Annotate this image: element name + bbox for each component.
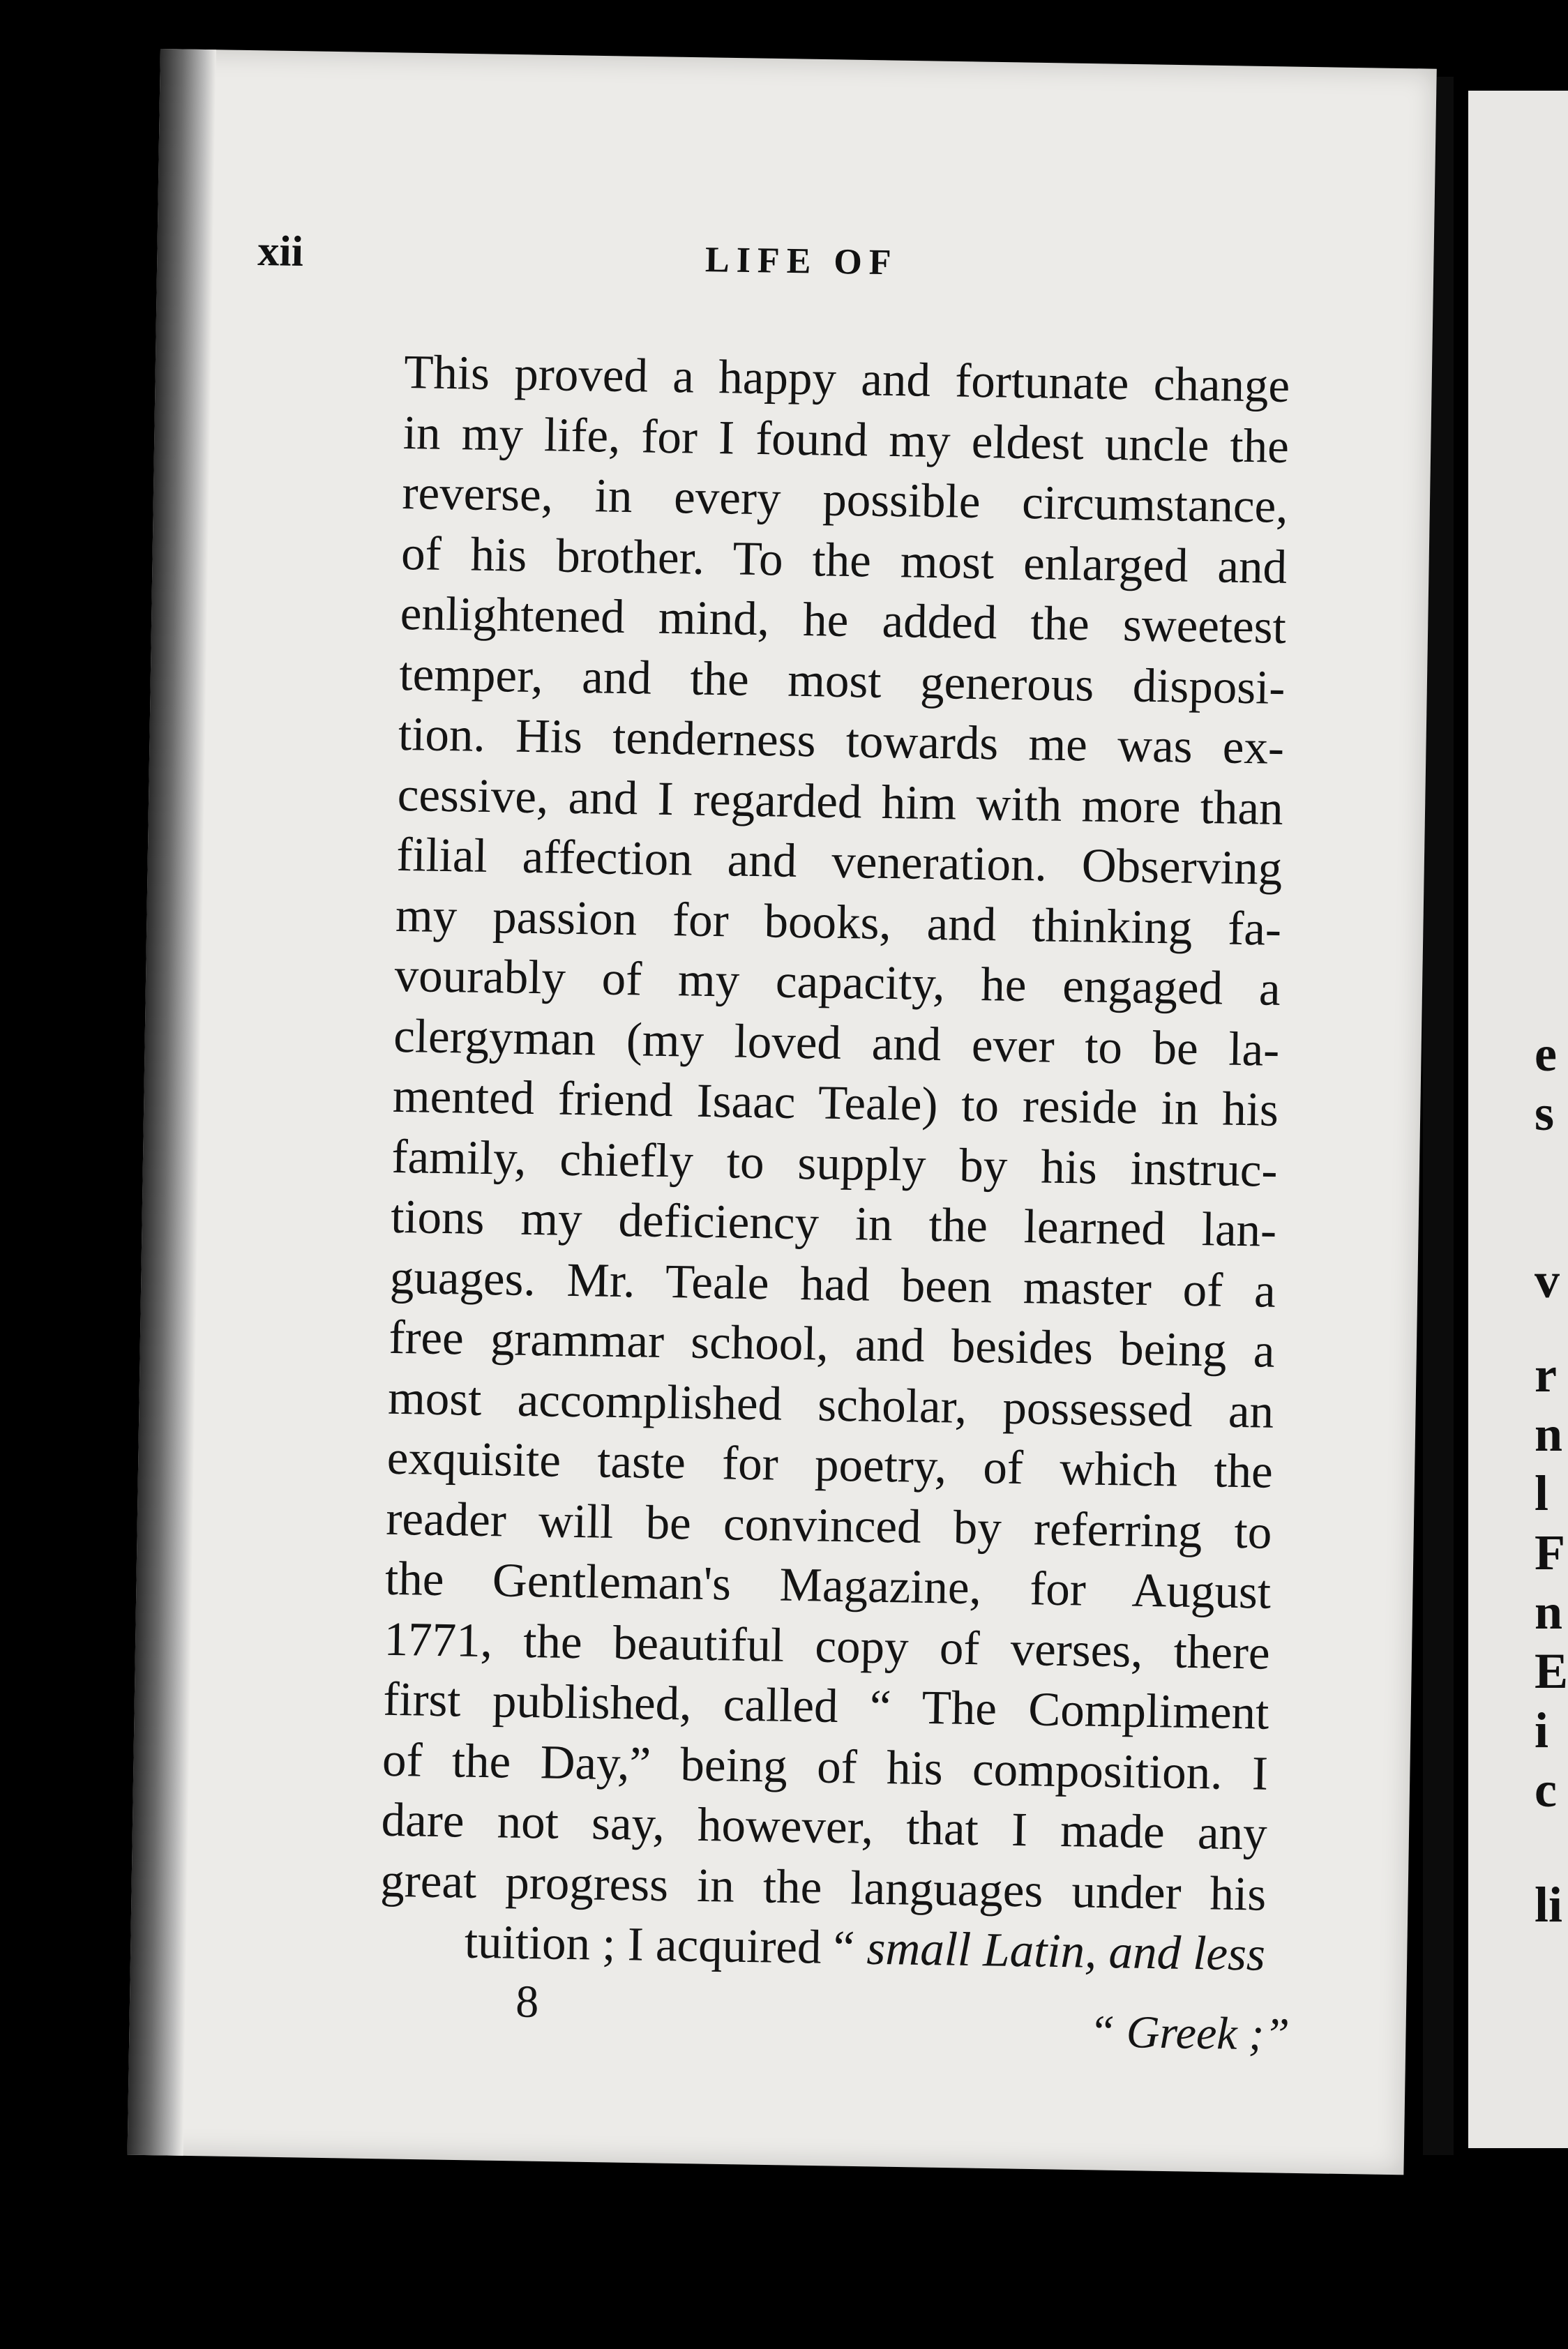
text-line: This proved a happy and fortunate change: [403, 345, 1290, 412]
last-line-italic: small Latin, and less: [866, 1921, 1266, 1981]
text-line: tion. His tenderness towards me was ex-: [398, 707, 1285, 774]
text-line: my passion for books, and thinking fa-: [395, 888, 1282, 956]
running-title: LIFE OF: [704, 240, 899, 283]
signature-mark: 8: [515, 1976, 539, 2028]
facing-letter: c: [1535, 1762, 1557, 1818]
text-line: reverse, in every possible circumstance,: [402, 465, 1289, 533]
text-line: mented friend Isaac Teale) to reside in his: [392, 1068, 1279, 1136]
facing-letter: l: [1535, 1465, 1549, 1521]
text-line: of the Day,” being of his composition. I: [382, 1732, 1269, 1800]
facing-letter: r: [1535, 1347, 1557, 1403]
text-line: in my life, for I found my eldest uncle the: [402, 405, 1290, 473]
facing-letter: e: [1535, 1026, 1557, 1082]
text-line: family, chiefly to supply by his instruc-: [391, 1129, 1279, 1197]
facing-letter: li: [1535, 1877, 1563, 1933]
text-line: free grammar school, and besides being a: [388, 1310, 1276, 1377]
facing-letter: v: [1535, 1253, 1560, 1308]
text-line: most accomplished scholar, possessed an: [387, 1370, 1274, 1438]
text-line: vourably of my capacity, he engaged a: [394, 948, 1281, 1015]
text-line: of his brother. To the most enlarged and: [400, 526, 1288, 594]
text-line: exquisite taste for poetry, of which the: [386, 1430, 1274, 1498]
catchword: “ Greek ;”: [1089, 2006, 1290, 2060]
text-line: clergyman (my loved and ever to be la-: [393, 1009, 1280, 1076]
text-line: temper, and the most generous disposi-: [398, 647, 1286, 714]
facing-letter: E: [1535, 1643, 1568, 1699]
text-line: the Gentleman's Magazine, for August: [384, 1551, 1272, 1619]
text-line: cessive, and I regarded him with more than: [397, 767, 1284, 835]
text-line: guages. Mr. Teale had been master of a: [389, 1250, 1276, 1317]
text-line: great progress in the languages under his: [379, 1853, 1267, 1921]
facing-letter: F: [1535, 1525, 1565, 1580]
text-line: enlightened mind, he added the sweetest: [400, 586, 1287, 654]
page-body-text: [379, 342, 1290, 1984]
text-line: dare not say, however, that I made any: [381, 1792, 1268, 1860]
facing-letter: s: [1535, 1085, 1555, 1141]
text-line: filial affection and veneration. Observing: [395, 827, 1283, 895]
text-line: tions my deficiency in the learned lan-: [390, 1189, 1277, 1257]
text-line: reader will be convinced by referring to: [385, 1491, 1272, 1559]
text-line: 1771, the beautiful copy of verses, there: [384, 1612, 1271, 1679]
last-line-roman: tuition ; I acquired “: [464, 1914, 868, 1974]
facing-letter: i: [1535, 1702, 1549, 1758]
text-line: first published, called “ The Compliment: [382, 1672, 1269, 1739]
facing-letter: n: [1535, 1406, 1563, 1462]
facing-letter: n: [1535, 1584, 1563, 1640]
page-number: xii: [257, 227, 304, 276]
